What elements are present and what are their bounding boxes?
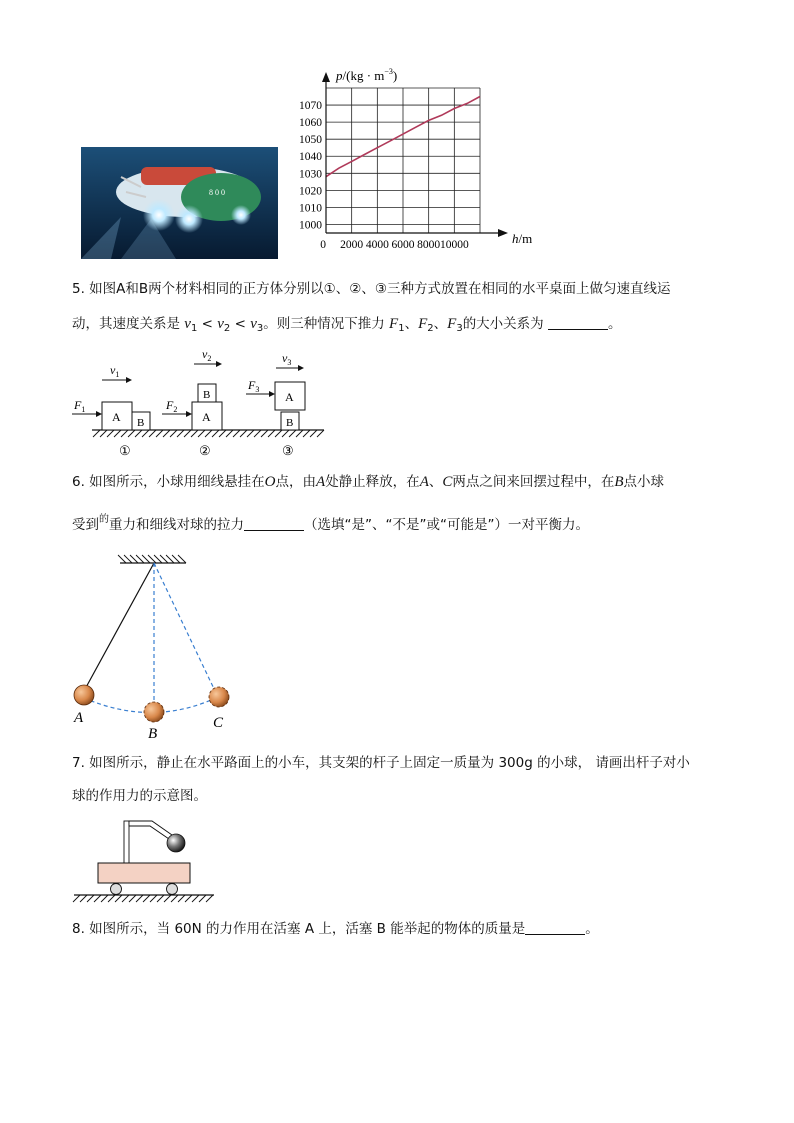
submersible-photo — [81, 147, 278, 259]
q6-line1: 6. 如图所示，小球用细线悬挂在O点，由A处静止释放，在A、C两点之间来回摆过程中，在B点小球 — [72, 474, 665, 490]
y-axis-unit-close: ) — [392, 68, 398, 83]
fig5-F1: F — [74, 398, 82, 412]
y-tick-label: 1000 — [299, 219, 322, 232]
pendulum-label-b: B — [148, 726, 158, 742]
y-tick-label: 1040 — [299, 151, 322, 164]
fig5-box-a2: A — [202, 410, 211, 424]
x-tick-label: 8000 — [417, 239, 441, 251]
q6-pendulum-figure — [64, 543, 244, 743]
svg-text:v2: $v_2$ — [202, 347, 212, 363]
svg-text:p/(kg · m−3) — [335, 67, 397, 83]
pendulum-label-c: C — [213, 715, 224, 731]
x-tick-label: 6000 — [391, 239, 415, 251]
q7-line1: 7. 如图所示，静止在水平路面上的小车，其支架的杆子上固定一质量为 300g 的小球， 请画出杆子对小 — [72, 755, 690, 771]
y-tick-label: 1030 — [299, 168, 322, 181]
q6-answer-blank[interactable] — [244, 516, 304, 531]
x-tick-label: 10000 — [439, 239, 469, 251]
x-tick-label: 2000 — [340, 239, 364, 251]
svg-text:F3: $F_3$ — [248, 378, 260, 394]
y-axis-unit: /(kg · m — [342, 68, 385, 83]
density-chart — [290, 64, 550, 256]
y-tick-label: 1050 — [299, 134, 322, 147]
fig5-box-b2: B — [203, 389, 211, 401]
fig5-v1: v — [110, 363, 116, 377]
pendulum-label-a: A — [74, 710, 84, 726]
fig5-v3: v — [282, 351, 288, 365]
svg-text:v3: $v_3$ — [282, 351, 292, 367]
y-tick-label: 1010 — [299, 202, 322, 215]
x-axis-arrow — [498, 229, 508, 237]
fig5-circle2: ② — [199, 443, 211, 458]
q7-line2: 球的作用力的示意图。 — [72, 788, 207, 804]
x-tick-label: 0 — [320, 239, 326, 251]
y-tick-label: 1020 — [299, 185, 322, 198]
fig5-circle3: ③ — [282, 443, 294, 458]
svg-text:F2: $F_2$ — [166, 398, 178, 414]
q5-line2: 动，其速度关系是 $v_1 < v_2 < v_3$。则三种情况下推力 $F_1$、$F_2$、$F_3$的大小关系为 。 — [72, 316, 622, 334]
y-axis-exponent: −3 — [384, 67, 393, 76]
x-axis-symbol: h — [512, 231, 519, 246]
q8-answer-blank[interactable] — [525, 920, 585, 935]
fig5-box-a3: A — [285, 390, 294, 404]
x-axis-unit: /m — [518, 231, 533, 246]
q5-answer-blank[interactable] — [548, 315, 608, 330]
photo-label: 8 0 0 — [209, 188, 225, 197]
q5-line1: 5. 如图A和B两个材料相同的正方体分别以①、②、③三种方式放置在相同的水平桌面上做匀速直线运 — [72, 281, 671, 297]
q5-figure — [66, 346, 330, 462]
fig5-circle1: ① — [119, 443, 131, 458]
fig5-box-a1: A — [112, 410, 121, 424]
y-axis-symbol: p — [336, 68, 343, 83]
y-axis-arrow — [322, 72, 330, 82]
q7-cart-figure — [72, 815, 222, 907]
fig5-box-b3: B — [286, 417, 294, 429]
svg-text:F1: $F_1$ — [74, 398, 86, 414]
fig5-F2: F — [166, 398, 174, 412]
fig5-F3: F — [248, 378, 256, 392]
q6-line2: 受到$^的$重力和细线对球的拉力 （选填“是”、“不是”或“可能是”）一对平衡力。 — [72, 514, 589, 533]
fig5-box-b1: B — [137, 417, 145, 429]
q8-line1: 8. 如图所示，当 60N 的力作用在活塞 A 上，活塞 B 能举起的物体的质量是 。 — [72, 921, 599, 937]
svg-text:h/m — [512, 231, 532, 246]
y-tick-label: 1060 — [299, 117, 322, 130]
x-tick-label: 4000 — [365, 239, 389, 251]
svg-text:v1: $v_1$ — [110, 363, 120, 379]
fig5-v2: v — [202, 347, 208, 361]
y-tick-label: 1070 — [299, 100, 322, 113]
